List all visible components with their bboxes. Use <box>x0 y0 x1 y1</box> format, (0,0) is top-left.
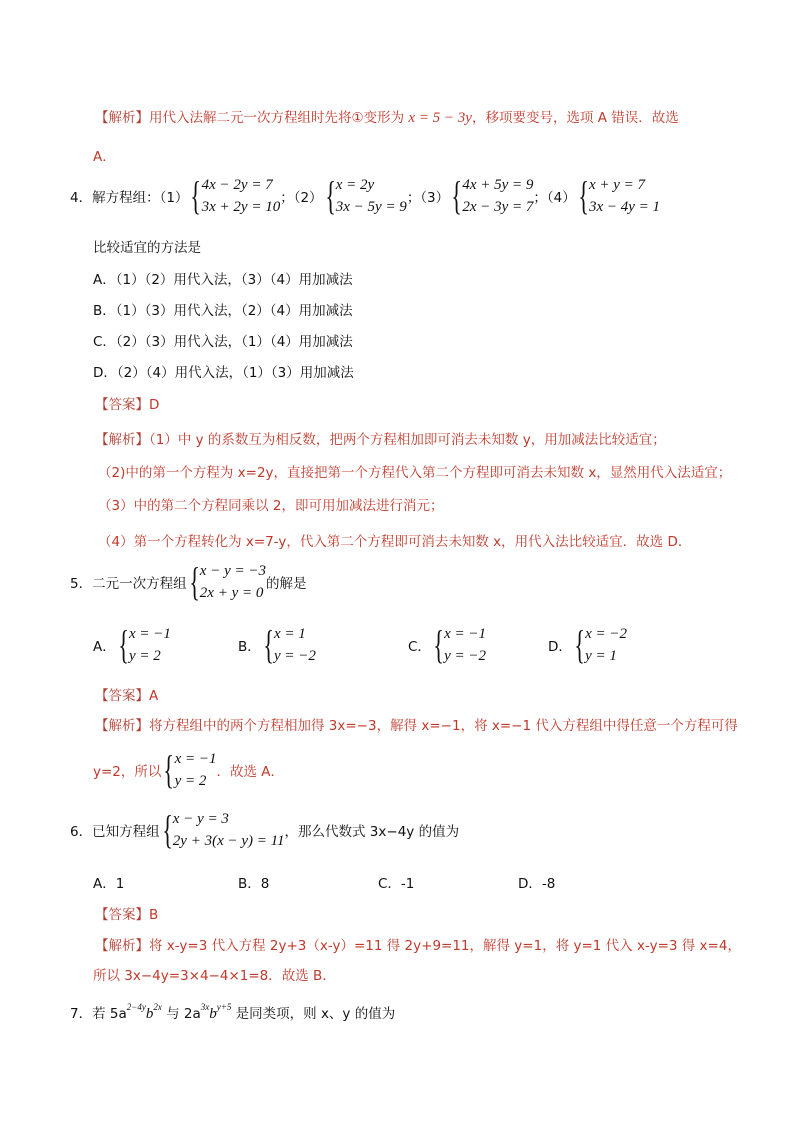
answer-value: B <box>149 907 159 923</box>
answer-tag: 【答案】 <box>95 688 149 704</box>
question-text: ；（3） <box>406 190 450 206</box>
analysis-tag: 【解析】 <box>95 718 149 734</box>
analysis-equation: x = 5 − 3y <box>408 110 472 126</box>
q5-question <box>70 560 306 604</box>
q6-option-c: C．-1 <box>378 876 415 892</box>
q5-option-c: C． { x = −1 y = −2 <box>408 622 487 667</box>
q5-option-a: A． { x = −1 y = 2 <box>93 622 171 667</box>
answer-value: D <box>149 397 160 413</box>
answer-tag: 【答案】 <box>95 397 149 413</box>
answer-value: A <box>149 688 159 704</box>
analysis-text: ，移项要变号，选项 A 错误．故选 <box>471 110 679 126</box>
q6-analysis-line2: 所以 3x−4y=3×4−4×1=8．故选 B． <box>93 968 336 984</box>
q3-analysis-line2: A． <box>93 149 116 165</box>
q4-option-a: A．（1）（2）用代入法，（3）（4）用加减法 <box>93 272 353 288</box>
system-4: { x + y = 7 3x − 4y = 1 <box>578 173 661 218</box>
analysis-text: 用代入法解二元一次方程组时先将①变形为 <box>149 110 405 126</box>
question-text: ；（2） <box>280 190 323 206</box>
q5-option-b: B． { x = 1 y = −2 <box>238 622 316 667</box>
q6-option-b: B．8 <box>238 876 270 892</box>
q4-analysis-line4: （4）第一个方程转化为 x=7-y，代入第二个方程即可消去未知数 x，用代入法比较适宜．故选 D． <box>98 534 692 550</box>
q6-option-a: A．1 <box>93 876 125 892</box>
question-text: 的解是 <box>265 576 307 592</box>
q7-question: 7．若 $5a^{2-4y}b^{2x}$ 与 $2a^{3x}b^{y+5}$ 是同类项，则 x、y 的值为 <box>70 1002 396 1022</box>
system-2: { x = 2y 3x − 5y = 9 <box>324 173 407 218</box>
question-text: 解方程组：（1） <box>92 190 189 206</box>
analysis-tag: 【解析】 <box>95 110 149 126</box>
q5-answer <box>95 684 158 704</box>
analysis-text: 将方程组中的两个方程相加得 3x=−3，解得 x=−1，将 x=−1 代入方程组中得任意一个方程可得 <box>149 718 738 734</box>
q4-analysis-line1 <box>95 428 666 448</box>
analysis-tag: 【解析】 <box>95 938 149 954</box>
question-text: ，那么代数式 3x−4y 的值为 <box>284 824 460 840</box>
q5-option-d: D． { x = −2 y = 1 <box>548 622 628 667</box>
q5-analysis-line2: y=2，所以 { x = −1 y = 2 ．故选 A． <box>93 747 285 792</box>
question-text: 二元一次方程组 <box>92 576 187 592</box>
q4-prompt2: 比较适宜的方法是 <box>93 240 201 256</box>
q4-analysis-line2: （2)中的第一个方程为 x=2y，直接把第一个方程代入第二个方程即可消去未知数 x，显然用代入法适宜； <box>98 465 732 481</box>
system: { x − y = −3 2x + y = 0 <box>188 559 266 604</box>
q3-analysis-line1 <box>95 106 679 127</box>
q4-option-c: C．（2）（3）用代入法，（1）（4）用加减法 <box>93 334 353 350</box>
q6-question <box>70 808 459 852</box>
q5-analysis-line1 <box>95 714 738 734</box>
q4-option-b: B．（1）（3）用代入法，（2）（4）用加减法 <box>93 303 353 319</box>
q4-answer <box>95 393 159 413</box>
analysis-tag: 【解析】 <box>95 432 149 448</box>
question-number: 5． <box>70 576 93 592</box>
question-number: 6． <box>70 824 93 840</box>
q6-analysis-line1 <box>95 934 741 954</box>
analysis-text: 将 x-y=3 代入方程 2y+3（x-y）=11 得 2y+9=11，解得 y=1，将 y=1 代入 x-y=3 得 x=4， <box>149 938 741 954</box>
system-1: { 4x − 2y = 7 3x + 2y = 10 <box>190 173 281 218</box>
question-text: ；（4） <box>533 190 576 206</box>
system-3: { 4x + 5y = 9 2x − 3y = 7 <box>451 173 534 218</box>
q6-answer <box>95 903 158 923</box>
question-text: 是同类项，则 x、y 的值为 <box>231 1006 396 1022</box>
analysis-text: （1）中 y 的系数互为相反数，把两个方程相加即可消去未知数 y，用加减法比较适宜； <box>149 432 666 448</box>
q4-option-d: D．（2）（4）用代入法，（1）（3）用加减法 <box>93 365 354 381</box>
system: { x − y = 3 2y + 3(x − y) = 11 <box>161 807 285 852</box>
question-text: 已知方程组 <box>92 824 160 840</box>
answer-tag: 【答案】 <box>95 907 149 923</box>
question-number: 4． <box>70 190 93 206</box>
question-text: 若 5a <box>92 1006 127 1022</box>
q4-analysis-line3: （3）中的第二个方程同乘以 2，即可用加减法进行消元； <box>98 498 444 514</box>
q4-question <box>70 174 660 218</box>
q6-option-d: D．-8 <box>518 876 556 892</box>
question-number: 7． <box>70 1006 93 1022</box>
